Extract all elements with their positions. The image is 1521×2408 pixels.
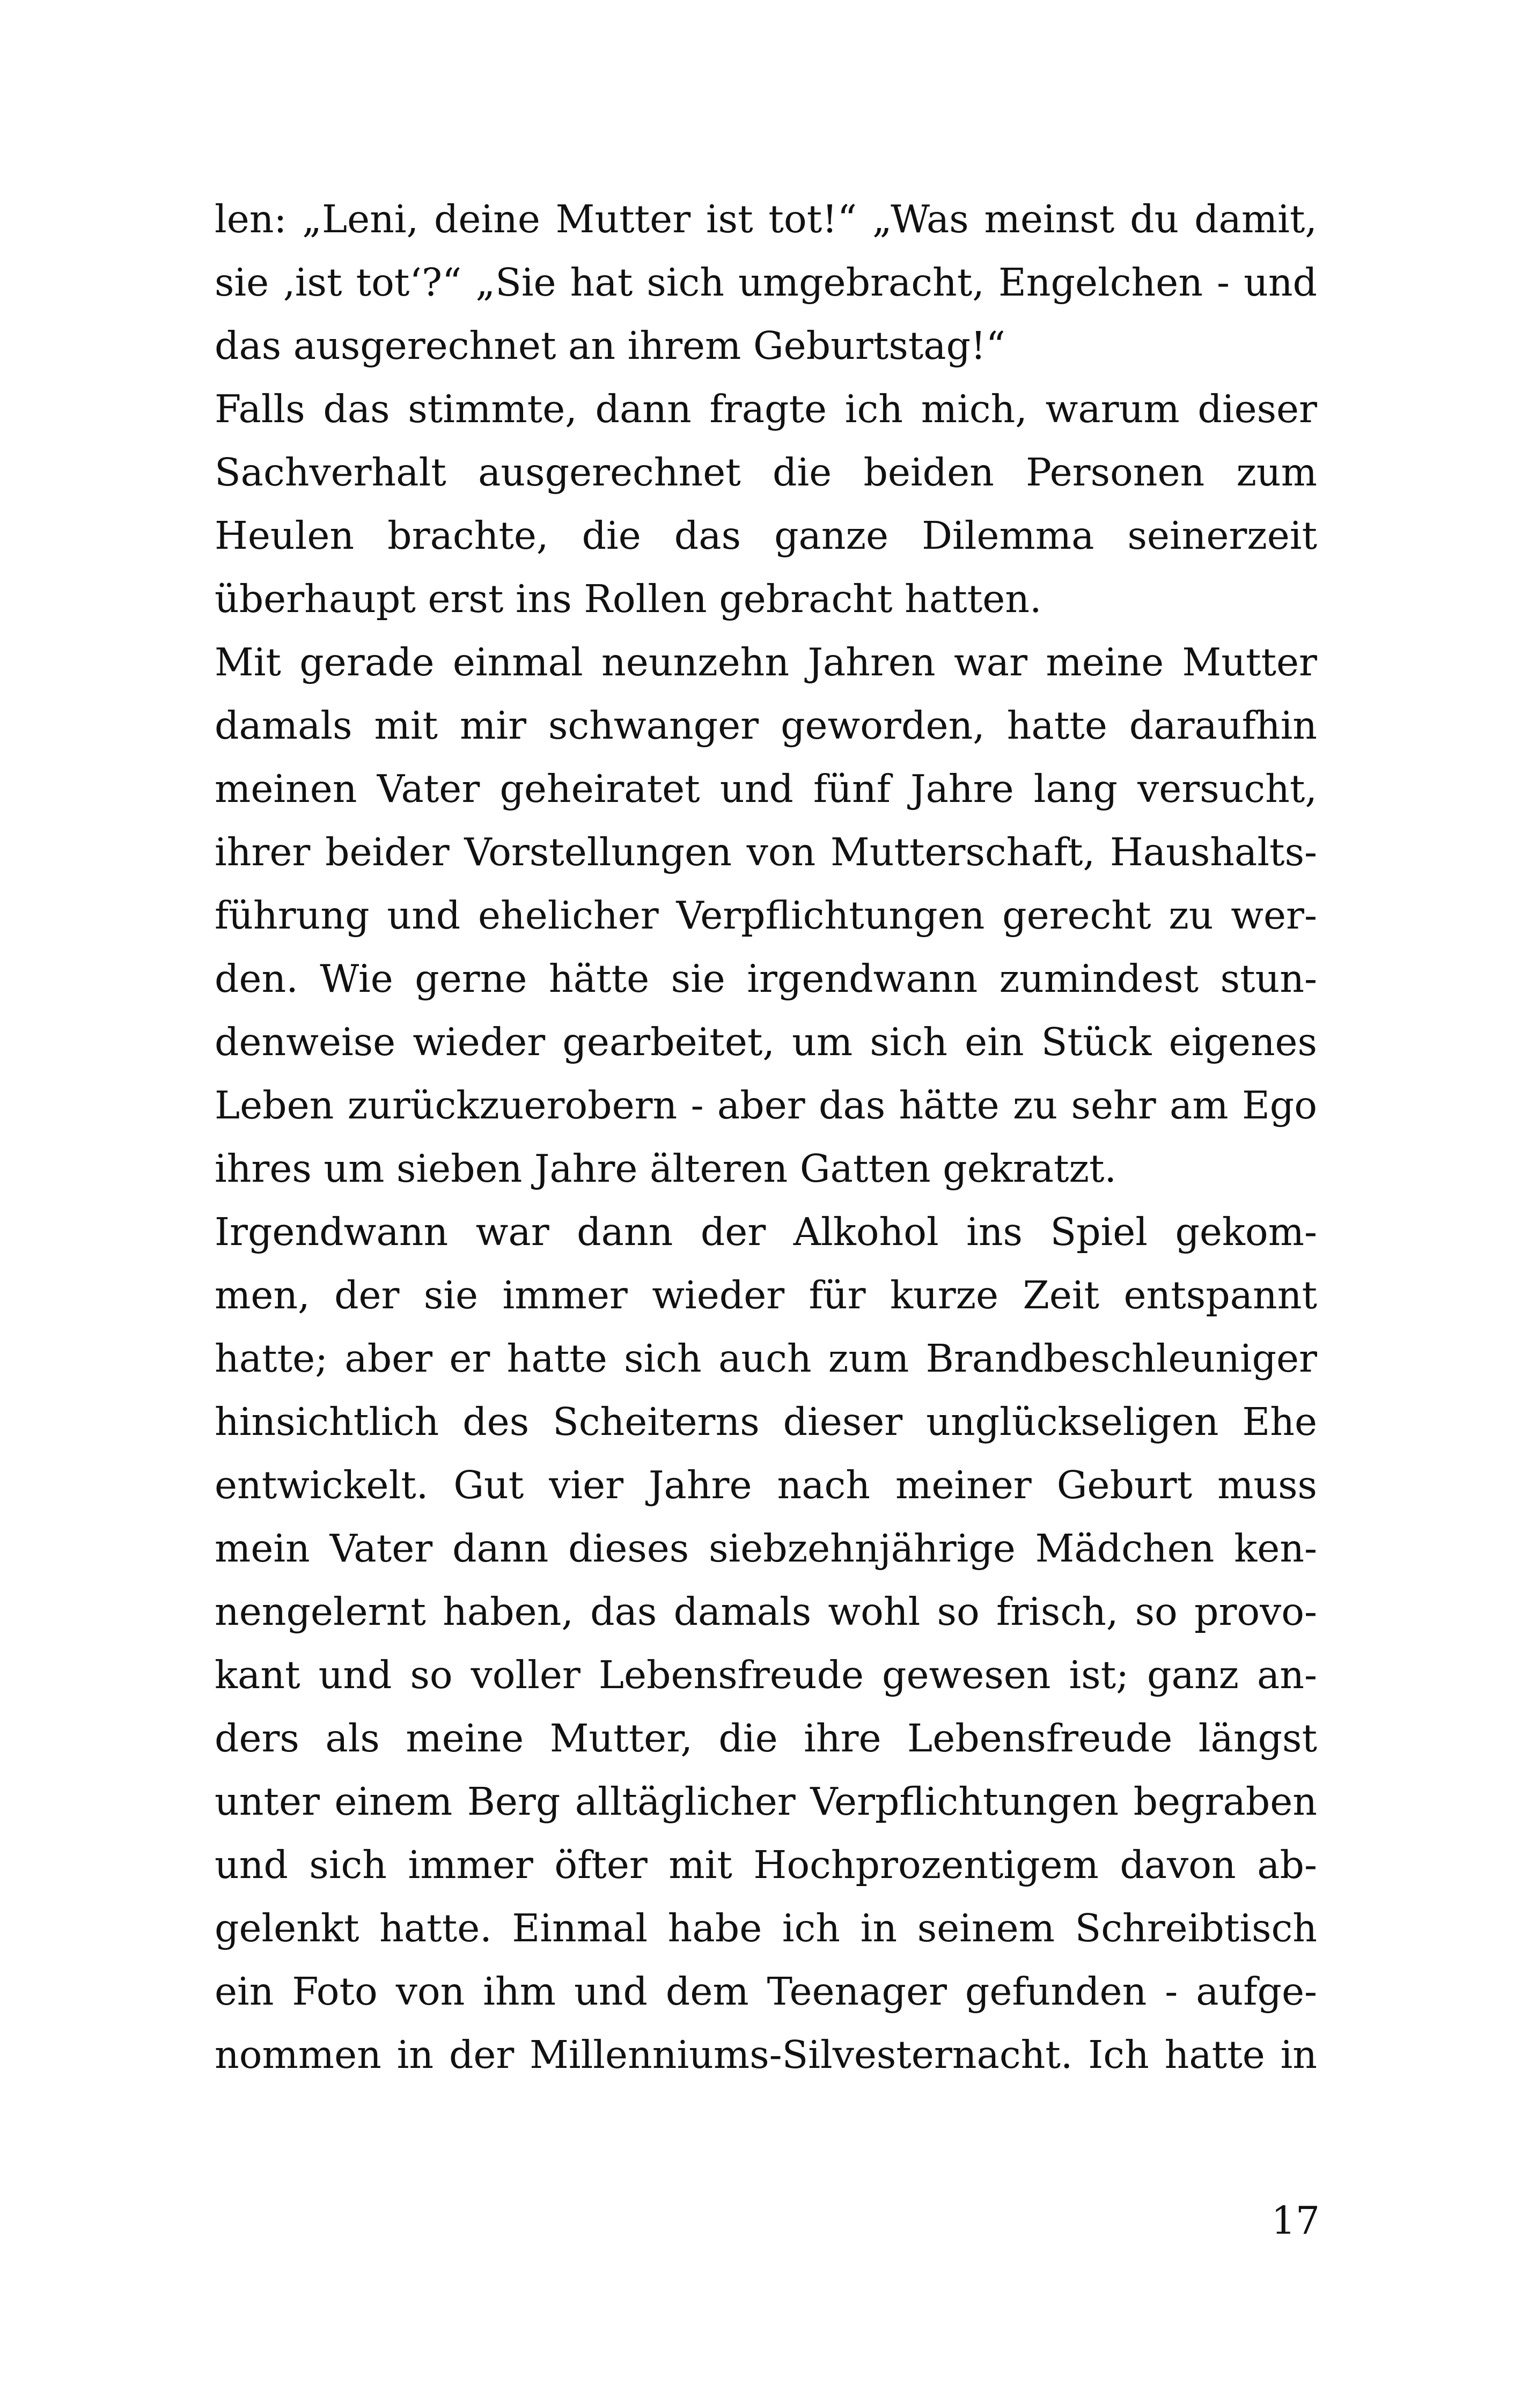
text-line: Sachverhalt ausgerechnet die beiden Personen zum — [215, 450, 1317, 495]
text-line: ihres um sieben Jahre älteren Gatten gekratzt. — [215, 1146, 1117, 1191]
text-line: denweise wieder gearbeitet, um sich ein Stück eigenes — [215, 1020, 1317, 1064]
text-line: den. Wie gerne hätte sie irgendwann zumindest stun- — [215, 956, 1317, 1001]
text-line: ders als meine Mutter, die ihre Lebensfreude längst — [215, 1716, 1317, 1761]
text-line: men, der sie immer wieder für kurze Zeit entspannt — [215, 1273, 1317, 1317]
text-line: Leben zurückzuerobern - aber das hätte zu sehr am Ego — [215, 1083, 1317, 1128]
text-line: entwickelt. Gut vier Jahre nach meiner Geburt muss — [215, 1463, 1317, 1507]
body-text — [215, 188, 1317, 2087]
text-line: kant und so voller Lebensfreude gewesen ist; ganz an- — [215, 1653, 1317, 1697]
text-line: len: „Leni, deine Mutter ist tot!“ „Was meinst du damit, — [215, 197, 1317, 241]
text-line: Heulen brachte, die das ganze Dilemma seinerzeit — [215, 513, 1317, 558]
text-line: Mit gerade einmal neunzehn Jahren war meine Mutter — [215, 640, 1317, 684]
text-line: unter einem Berg alltäglicher Verpflichtungen begraben — [215, 1779, 1317, 1824]
text-line: ein Foto von ihm und dem Teenager gefunden - aufge- — [215, 1969, 1317, 2014]
text-line: führung und ehelicher Verpflichtungen gerecht zu wer- — [215, 893, 1317, 938]
page-number: 17 — [1271, 2198, 1320, 2243]
text-line: Falls das stimmte, dann fragte ich mich, warum dieser — [215, 387, 1317, 431]
text-line: meinen Vater geheiratet und fünf Jahre lang versucht, — [215, 767, 1317, 811]
text-line: Irgendwann war dann der Alkohol ins Spiel gekom- — [215, 1210, 1317, 1254]
text-line: nengelernt haben, das damals wohl so frisch, so provo- — [215, 1589, 1317, 1634]
text-line: nommen in der Millenniums-Silvesternacht. Ich hatte in — [215, 2033, 1317, 2077]
text-line: sie ‚ist tot‘?“ „Sie hat sich umgebracht, Engelchen - und — [215, 260, 1317, 305]
text-line: ihrer beider Vorstellungen von Mutterschaft, Haushalts- — [215, 830, 1317, 874]
text-line: und sich immer öfter mit Hochprozentigem davon ab- — [215, 1843, 1317, 1887]
text-line: überhaupt erst ins Rollen gebracht hatten. — [215, 577, 1042, 621]
text-line: gelenkt hatte. Einmal habe ich in seinem Schreibtisch — [215, 1906, 1317, 1950]
text-line: damals mit mir schwanger geworden, hatte daraufhin — [215, 703, 1317, 748]
text-line: hinsichtlich des Scheiterns dieser unglückseligen Ehe — [215, 1400, 1317, 1444]
text-line: hatte; aber er hatte sich auch zum Brandbeschleuniger — [215, 1336, 1317, 1381]
text-line: das ausgerechnet an ihrem Geburtstag!“ — [215, 323, 1005, 368]
text-line: mein Vater dann dieses siebzehnjährige Mädchen ken- — [215, 1526, 1317, 1571]
